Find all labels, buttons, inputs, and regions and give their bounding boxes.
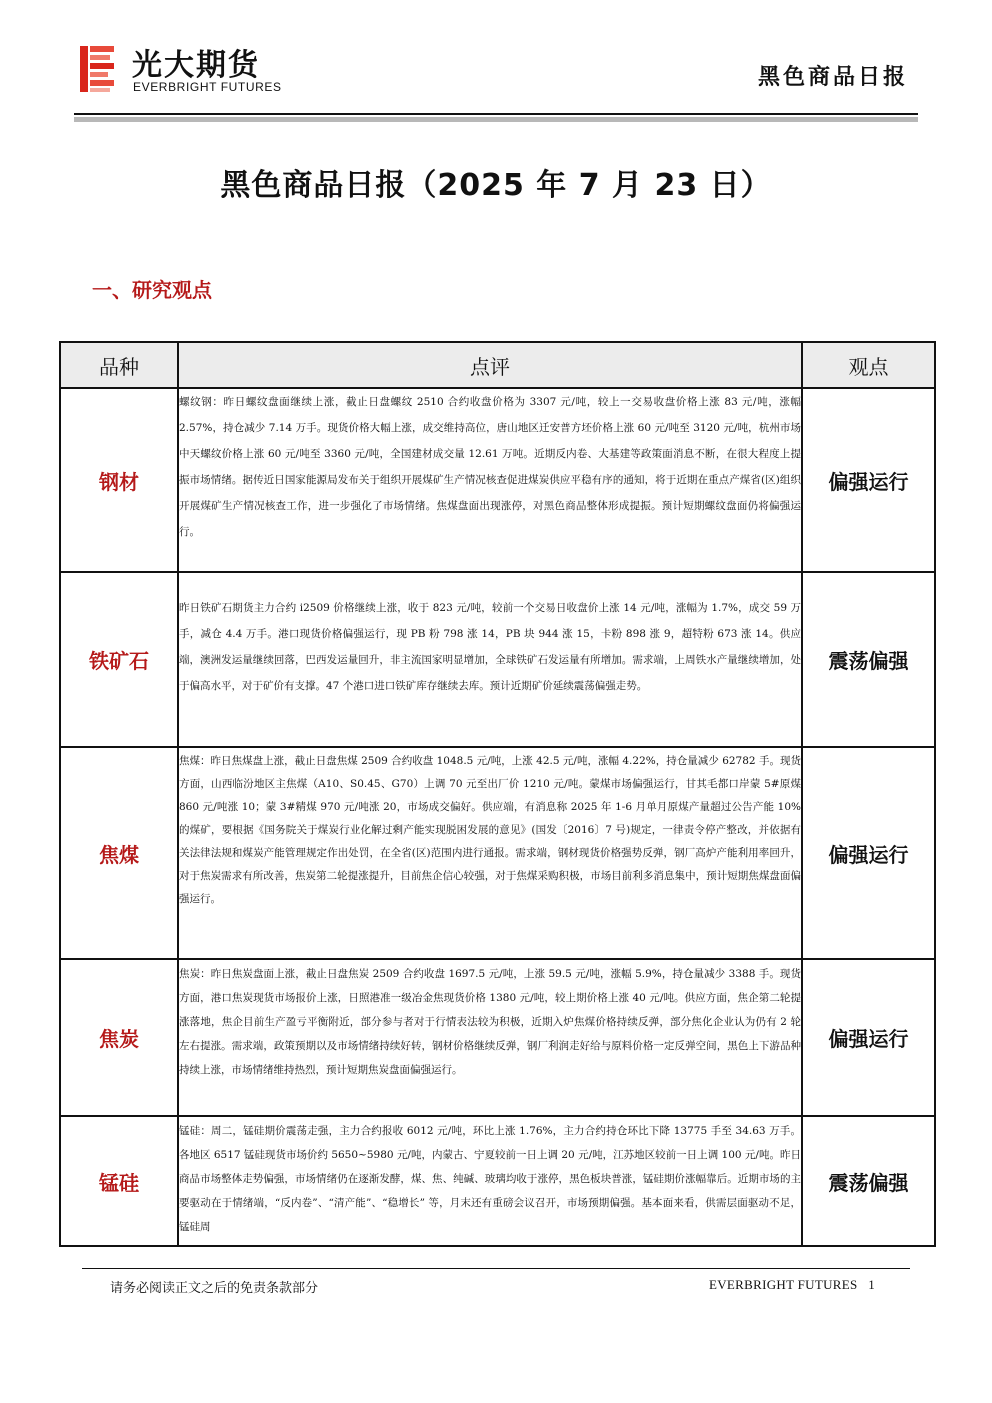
view-cell: 偏强运行 xyxy=(802,388,935,572)
view-cell: 震荡偏强 xyxy=(802,1116,935,1246)
everbright-logo-icon xyxy=(74,42,120,96)
header-view: 观点 xyxy=(802,342,935,388)
view-cell: 偏强运行 xyxy=(802,959,935,1116)
document-title: 黑色商品日报（2025 年 7 月 23 日） xyxy=(220,168,772,203)
variety-cell: 焦炭 xyxy=(60,959,178,1116)
view-cell: 震荡偏强 xyxy=(802,572,935,747)
comment-cell: 锰硅：周二，锰硅期价震荡走强，主力合约报收 6012 元/吨，环比上涨 1.76%，主力合约持仓环比下降 13775 手至 34.63 万手。各地区 6517 锰硅现货市场价约 5650~5980 元/吨，内蒙古、宁夏较前一日上调 20 元/吨，江苏地区较前一日上调 100 元/吨。昨日商品市场整体走势偏强，市场情绪仍在逐渐发酵，煤、焦、纯碱、玻璃均收于涨停，黑色板块普涨，锰硅期价涨幅靠后。近期市场的主要驱动在于情绪端，“反内卷”、“清产能”、“稳增长” 等，月末还有重磅会议召开，市场预期偏强。基本面来看，供需层面驱动不足，锰硅周 xyxy=(178,1116,802,1246)
footer-brand xyxy=(709,1277,875,1293)
page-header xyxy=(0,0,992,126)
variety-cell: 焦煤 xyxy=(60,747,178,959)
variety-cell: 锰硅 xyxy=(60,1116,178,1246)
disclaimer-notice: 请务必阅读正文之后的免责条款部分 xyxy=(110,1281,319,1296)
variety-cell: 钢材 xyxy=(60,388,178,572)
table-row xyxy=(60,1116,935,1246)
comment-cell: 昨日铁矿石期货主力合约 i2509 价格继续上涨，收于 823 元/吨，较前一个交易日收盘价上涨 14 元/吨，涨幅为 1.7%，成交 59 万手，减仓 4.4 万手。港口现货价格偏强运行，现 PB 粉 798 涨 14，PB 块 944 涨 15，卡粉 898 涨 9，超特粉 673 涨 14。供应端，澳洲发运量继续回落，巴西发运量回升，非主流国家明显增加，全球铁矿石发运量有所增加。需求端，上周铁水产量继续增加，处于偏高水平，对于矿价有支撑。47 个港口进口铁矿库存继续去库。预计近期矿价延续震荡偏强走势。 xyxy=(178,572,802,747)
variety-cell: 铁矿石 xyxy=(60,572,178,747)
table-row xyxy=(60,572,935,747)
page-number: 1 xyxy=(868,1277,875,1292)
table-row xyxy=(60,747,935,959)
comment-cell: 焦炭：昨日焦炭盘面上涨，截止日盘焦炭 2509 合约收盘 1697.5 元/吨，上涨 59.5 元/吨，涨幅 5.9%，持仓量减少 3388 手。现货方面，港口焦炭现货市场报价上涨，日照港准一级冶金焦现货价格 1380 元/吨，较上期价格上涨 40 元/吨。供应方面，焦企第二轮提涨落地，焦企目前生产盈亏平衡附近，部分参与者对于行情表法较为积极，近期入炉焦煤价格持续反弹，部分焦化企业认为仍有 2 轮左右提涨。需求端，政策预期以及市场情绪持续好转，钢材价格继续反弹，钢厂利润走好给与原料价格一定反弹空间，黑色上下游品种持续上涨，市场情绪维持热烈，预计短期焦炭盘面偏强运行。 xyxy=(178,959,802,1116)
section-heading: 一、研究观点 xyxy=(92,278,212,302)
table-row xyxy=(60,388,935,572)
header-variety: 品种 xyxy=(60,342,178,388)
header-comment: 点评 xyxy=(178,342,802,388)
header-divider xyxy=(74,113,918,115)
logo-chinese-name: 光大期货 xyxy=(132,48,260,83)
footer-brand-name: EVERBRIGHT FUTURES xyxy=(708,1277,858,1292)
report-type-label: 黑色商品日报 xyxy=(757,65,908,90)
header-divider-shadow xyxy=(74,117,918,122)
logo-english-name: EVERBRIGHT FUTURES xyxy=(133,80,282,94)
footer-divider xyxy=(82,1268,910,1269)
table-header-row xyxy=(60,342,935,388)
table-row xyxy=(60,959,935,1116)
view-cell: 偏强运行 xyxy=(802,747,935,959)
comment-cell: 焦煤：昨日焦煤盘上涨，截止日盘焦煤 2509 合约收盘 1048.5 元/吨，上涨 42.5 元/吨，涨幅 4.22%，持仓量减少 62782 手。现货方面，山西临汾地区主焦煤（A10、S0.45、G70）上调 70 元至出厂价 1210 元/吨。蒙煤市场偏强运行，甘其毛都口岸蒙 5#原煤 860 元/吨涨 10；蒙 3#精煤 970 元/吨涨 20，市场成交偏好。供应端，有消息称 2025 年 1-6 月单月原煤产量超过公告产能 10%的煤矿，要根据《国务院关于煤炭行业化解过剩产能实现脱困发展的意见》(国发〔2016〕7 号)规定，一律责令停产整改，并依据有关法律法规和煤炭产能管理规定作出处罚，在全省(区)范围内进行通报。需求端，钢材现货价格强势反弹，钢厂高炉产能利用率回升，对于焦炭需求有所改善，焦炭第二轮提涨提升，目前焦企信心较强，对于焦煤采购积极，市场目前利多消息集中，预计短期焦煤盘面偏强运行。 xyxy=(178,747,802,959)
research-view-table xyxy=(59,341,936,1247)
comment-cell: 螺纹钢：昨日螺纹盘面继续上涨，截止日盘螺纹 2510 合约收盘价格为 3307 元/吨，较上一交易收盘价格上涨 83 元/吨，涨幅 2.57%，持仓减少 7.14 万手。现货价格大幅上涨，成交维持高位，唐山地区迁安普方坯价格上涨 60 元/吨至 3120 元/吨，杭州市场中天螺纹价格上涨 60 元/吨至 3360 元/吨，全国建材成交量 12.61 万吨。近期反内卷、大基建等政策面消息不断，在很大程度上提振市场情绪。据传近日国家能源局发布关于组织开展煤矿生产情况核查促进煤炭供应平稳有序的通知，将于近期在重点产煤省(区)组织开展煤矿生产情况核查工作，进一步强化了市场情绪。焦煤盘面出现涨停，对黑色商品整体形成提振。预计短期螺纹盘面仍将偏强运行。 xyxy=(178,388,802,572)
